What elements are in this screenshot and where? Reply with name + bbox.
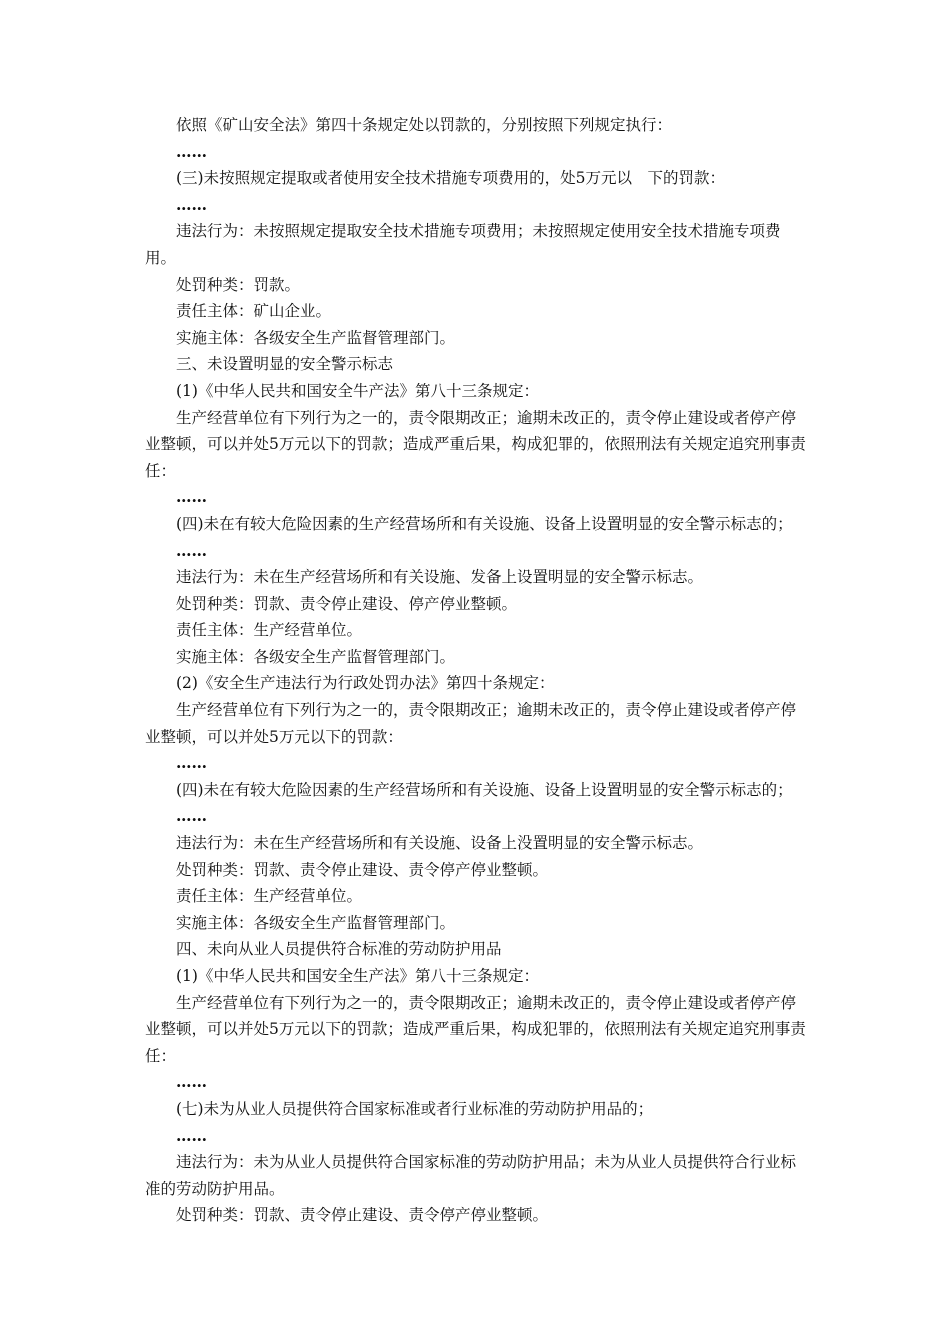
paragraph-law-text: 生产经营单位有下列行为之一的，责令限期改正；逾期未改正的，责令停止建设或者停产停业整顿，可以并处5万元以下的罚款；造成严重后果，构成犯罪的，依照刑法有关规定追究刑事责任： [145, 993, 806, 1065]
paragraph-responsible-party: 责任主体：生产经营单位。 [176, 887, 363, 906]
paragraph-intro-mining-law: 依照《矿山安全法》第四十条规定处以罚款的，分别按照下列规定执行： [176, 116, 673, 134]
ellipsis: …… [176, 141, 207, 161]
paragraph-law-citation: (1)《中华人民共和国安全牛产法》第八十三条规定： [176, 381, 539, 400]
section-heading-3: 三、未设置明显的安全警示标志 [176, 355, 394, 374]
paragraph-responsible-party: 责任主体：生产经营单位。 [176, 621, 363, 640]
section-heading-4: 四、未向从业人员提供符合标准的劳动防护用品 [176, 940, 502, 959]
paragraph-enforcing-party: 实施主体：各级安全生产监督管理部门。 [176, 913, 456, 932]
ellipsis: …… [176, 194, 207, 214]
paragraph-enforcing-party: 实施主体：各级安全生产监督管理部门。 [176, 647, 456, 666]
ellipsis: …… [176, 540, 207, 560]
paragraph-law-citation: (1)《中华人民共和国安全生产法》第八十三条规定： [176, 967, 539, 985]
ellipsis: …… [176, 1125, 207, 1145]
paragraph-penalty-type: 处罚种类：罚款、责令停止建设、责令停产停业整顿。 [176, 1206, 549, 1225]
paragraph-violation: 违法行为：未在生产经营场所和有关设施、设备上没置明显的安全警示标志。 [176, 834, 704, 853]
paragraph-clause-4: (四)未在有较大危险因素的生产经营场所和有关设施、设备上设置明显的安全警示标志的； [176, 514, 793, 533]
document-page [145, 112, 810, 1229]
paragraph-penalty-type: 处罚种类：罚款、责令停止建设、责令停产停业整顿。 [176, 860, 549, 879]
ellipsis: …… [176, 753, 207, 773]
paragraph-penalty-type: 处罚种类：罚款、责令停止建设、停产停业整顿。 [176, 594, 518, 613]
paragraph-clause-7: (七)未为从业人员提供符合国家标准或者行业标准的劳动防护用品的； [176, 1099, 654, 1118]
ellipsis: …… [176, 806, 207, 826]
paragraph-clause-3: (三)未按照规定提取或者使用安全技术措施专项费用的，处5万元以 下的罚款： [176, 169, 725, 188]
paragraph-violation: 违法行为：未按照规定提取安全技术措施专项费用；未按照规定使用安全技术措施专项费用。 [145, 222, 781, 267]
paragraph-violation: 违法行为：未在生产经营场所和有关设施、发备上设置明显的安全警示标志。 [176, 568, 704, 587]
paragraph-law-text: 生产经营单位有下列行为之一的，责令限期改正；逾期未改正的，责令停止建设或者停产停业整顿，可以并处5万元以下的罚款： [145, 701, 797, 746]
paragraph-law-text: 生产经营单位有下列行为之一的，责令限期改正；逾期未改正的，责令停止建设或者停产停业整顿，可以并处5万元以下的罚款；造成严重后果，构成犯罪的，依照刑法有关规定追究刑事责任： [145, 408, 806, 480]
ellipsis: …… [176, 487, 207, 507]
paragraph-enforcing-party: 实施主体：各级安全生产监督管理部门。 [176, 328, 456, 347]
paragraph-responsible-party: 责任主体：矿山企业。 [176, 302, 332, 321]
paragraph-clause-4: (四)未在有较大危险因素的生产经营场所和有关设施、设备上设置明显的安全警示标志的； [176, 780, 793, 799]
paragraph-penalty-type: 处罚种类：罚款。 [176, 275, 301, 294]
ellipsis: …… [176, 1072, 207, 1092]
paragraph-law-citation: (2)《安全生产违法行为行政处罚办法》第四十条规定： [176, 674, 555, 693]
paragraph-violation: 违法行为：未为从业人员提供符合国家标准的劳动防护用品；未为从业人员提供符合行业标准的劳动防护用品。 [145, 1153, 797, 1198]
